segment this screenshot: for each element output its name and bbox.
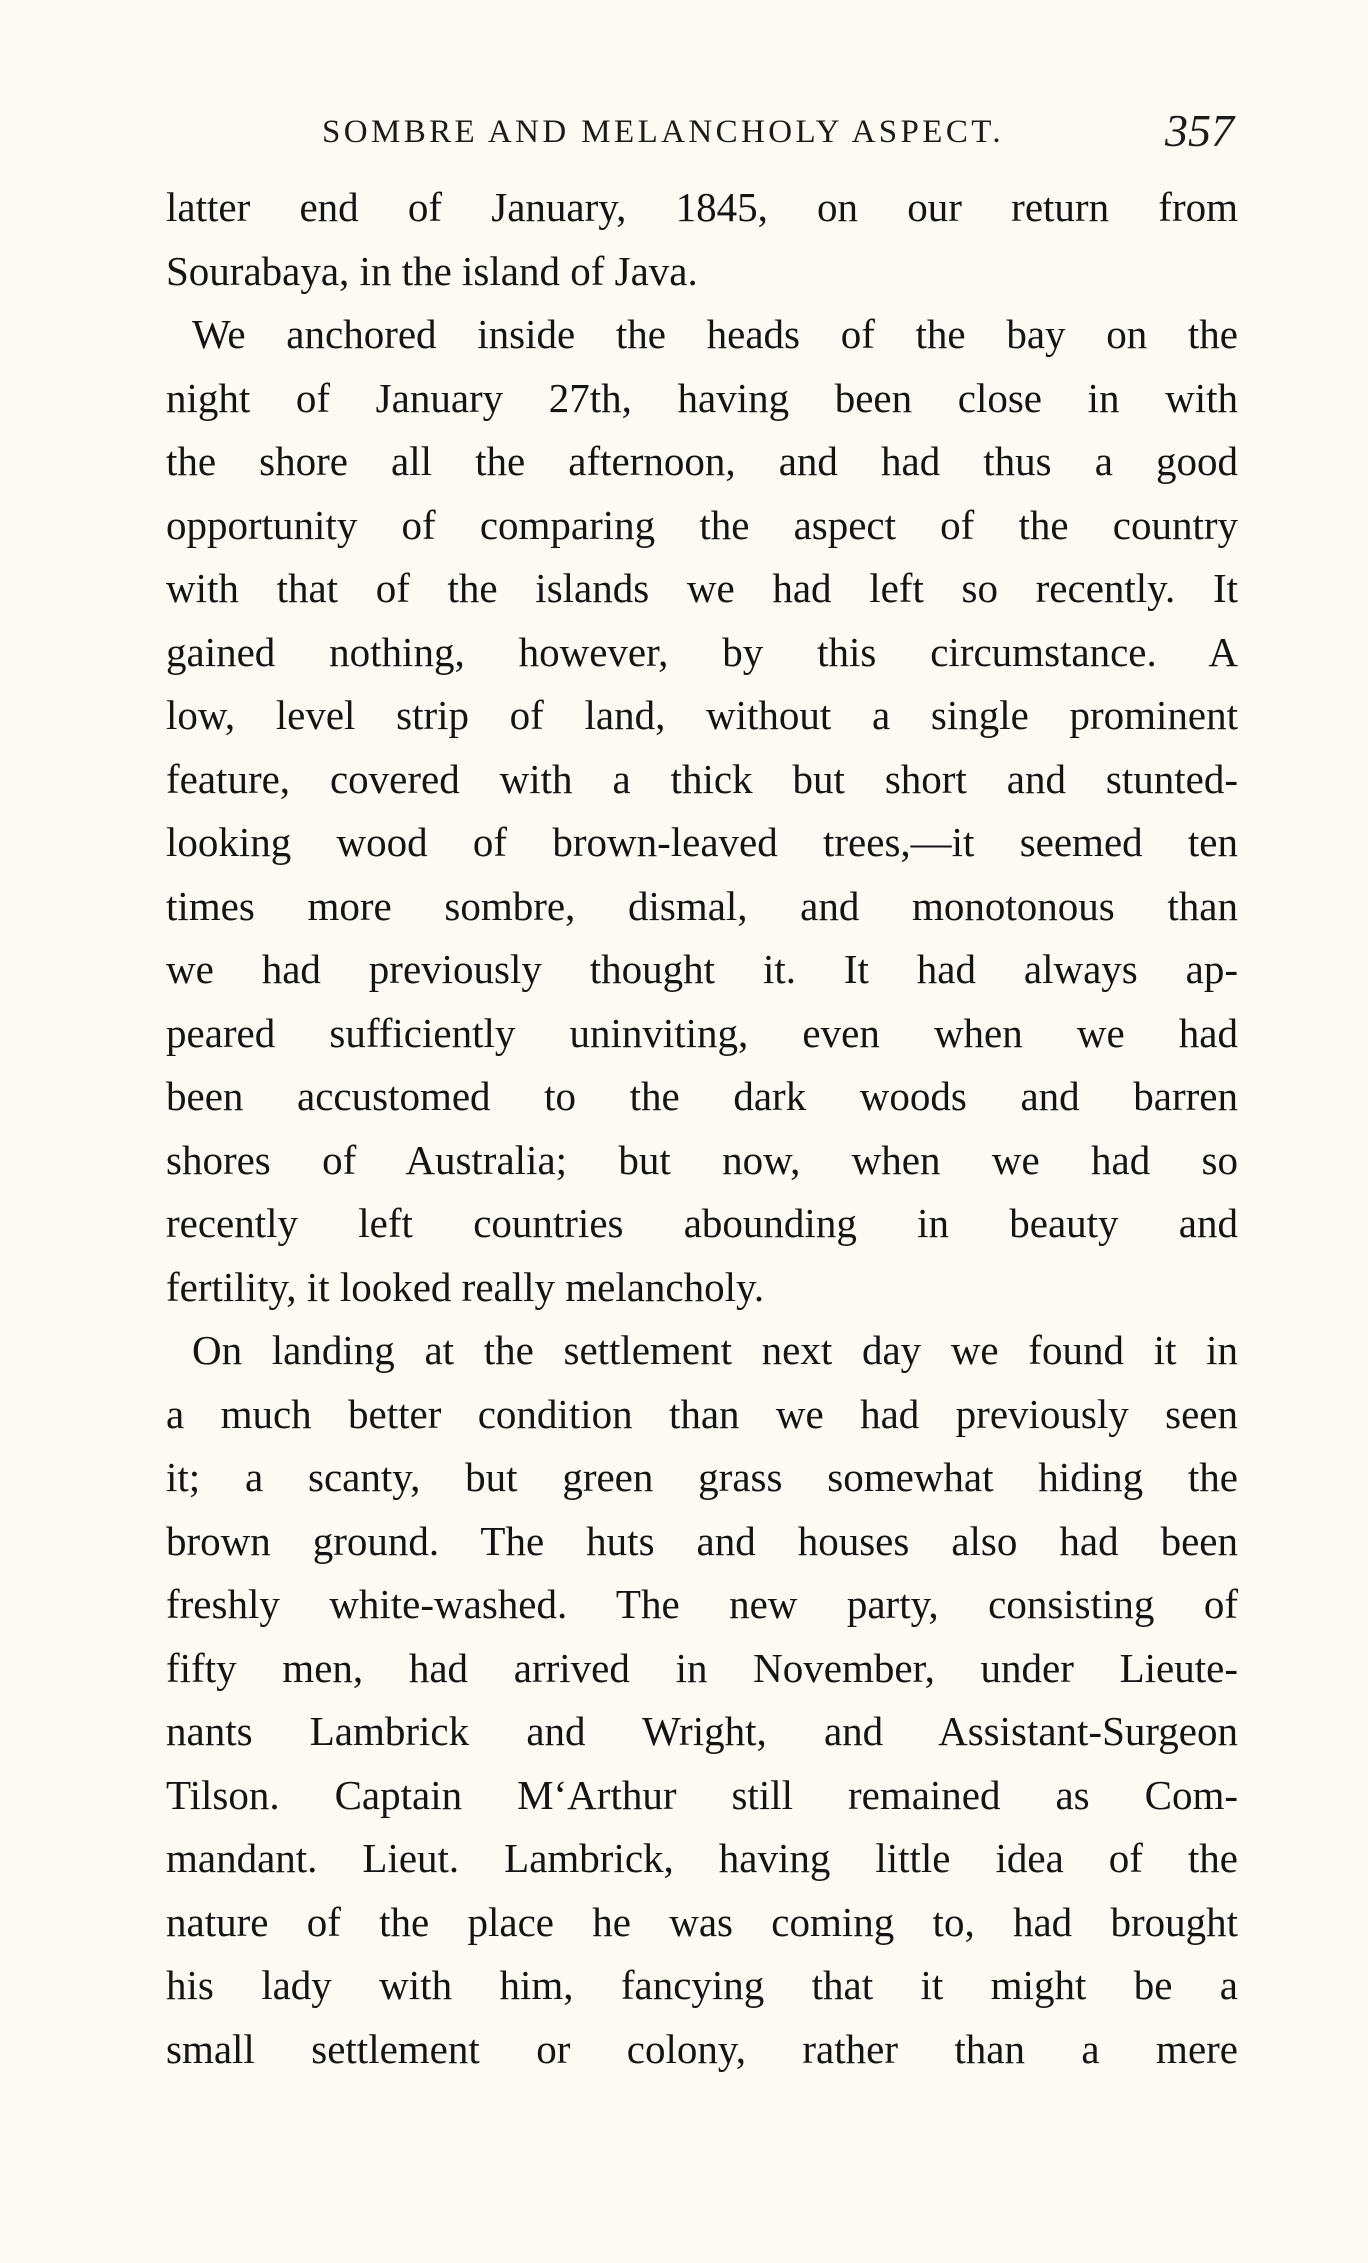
text-line: latter end of January, 1845, on our return from bbox=[166, 184, 1238, 230]
text-line: peared sufficiently uninviting, even when we had bbox=[166, 1009, 1238, 1056]
text-line: small settlement or colony, rather than a mere bbox=[166, 2025, 1238, 2072]
text-line: gained nothing, however, by this circumstance. A bbox=[166, 628, 1238, 675]
text-line: looking wood of brown-leaved trees,—it seemed ten bbox=[166, 819, 1238, 865]
text-line: Tilson. Captain M‘Arthur still remained as Com- bbox=[166, 1771, 1238, 1818]
text-line: his lady with him, fancying that it might be a bbox=[166, 1962, 1238, 2008]
text-line: we had previously thought it. It had always ap- bbox=[166, 946, 1238, 992]
text-line: low, level strip of land, without a single prominent bbox=[166, 692, 1238, 738]
text-line: Sourabaya, in the island of Java. bbox=[166, 247, 698, 294]
text-line: been accustomed to the dark woods and barren bbox=[166, 1073, 1238, 1119]
text-line: a much better condition than we had previously seen bbox=[166, 1390, 1238, 1437]
running-head bbox=[166, 100, 1256, 170]
text-line: fifty men, had arrived in November, under Lieute- bbox=[166, 1644, 1238, 1691]
text-line: freshly white-washed. The new party, consisting of bbox=[166, 1581, 1238, 1627]
text-line: the shore all the afternoon, and had thus a good bbox=[166, 438, 1238, 484]
running-title: SOMBRE AND MELANCHOLY ASPECT. bbox=[322, 114, 1005, 150]
page-number: 357 bbox=[1165, 105, 1234, 156]
text-line: mandant. Lieut. Lambrick, having little idea of the bbox=[166, 1835, 1238, 1881]
text-line: fertility, it looked really melancholy. bbox=[166, 1263, 765, 1310]
text-line: recently left countries abounding in beauty and bbox=[166, 1200, 1238, 1246]
body-text bbox=[166, 176, 1238, 2081]
text-line: shores of Australia; but now, when we had so bbox=[166, 1136, 1238, 1183]
text-line: times more sombre, dismal, and monotonous than bbox=[166, 882, 1238, 929]
text-line: opportunity of comparing the aspect of the country bbox=[166, 501, 1238, 548]
text-line: feature, covered with a thick but short and stunted- bbox=[166, 755, 1238, 802]
text-line: night of January 27th, having been close in with bbox=[166, 374, 1238, 421]
text-line: nature of the place he was coming to, had brought bbox=[166, 1898, 1238, 1945]
text-line: it; a scanty, but green grass somewhat hiding the bbox=[166, 1454, 1238, 1500]
text-line: with that of the islands we had left so recently. It bbox=[166, 565, 1238, 611]
text-line: brown ground. The huts and houses also had been bbox=[166, 1517, 1238, 1564]
text-line: nants Lambrick and Wright, and Assistant-Surgeon bbox=[166, 1708, 1238, 1754]
text-line: On landing at the settlement next day we found it in bbox=[192, 1327, 1238, 1373]
text-line: We anchored inside the heads of the bay on the bbox=[192, 311, 1238, 357]
